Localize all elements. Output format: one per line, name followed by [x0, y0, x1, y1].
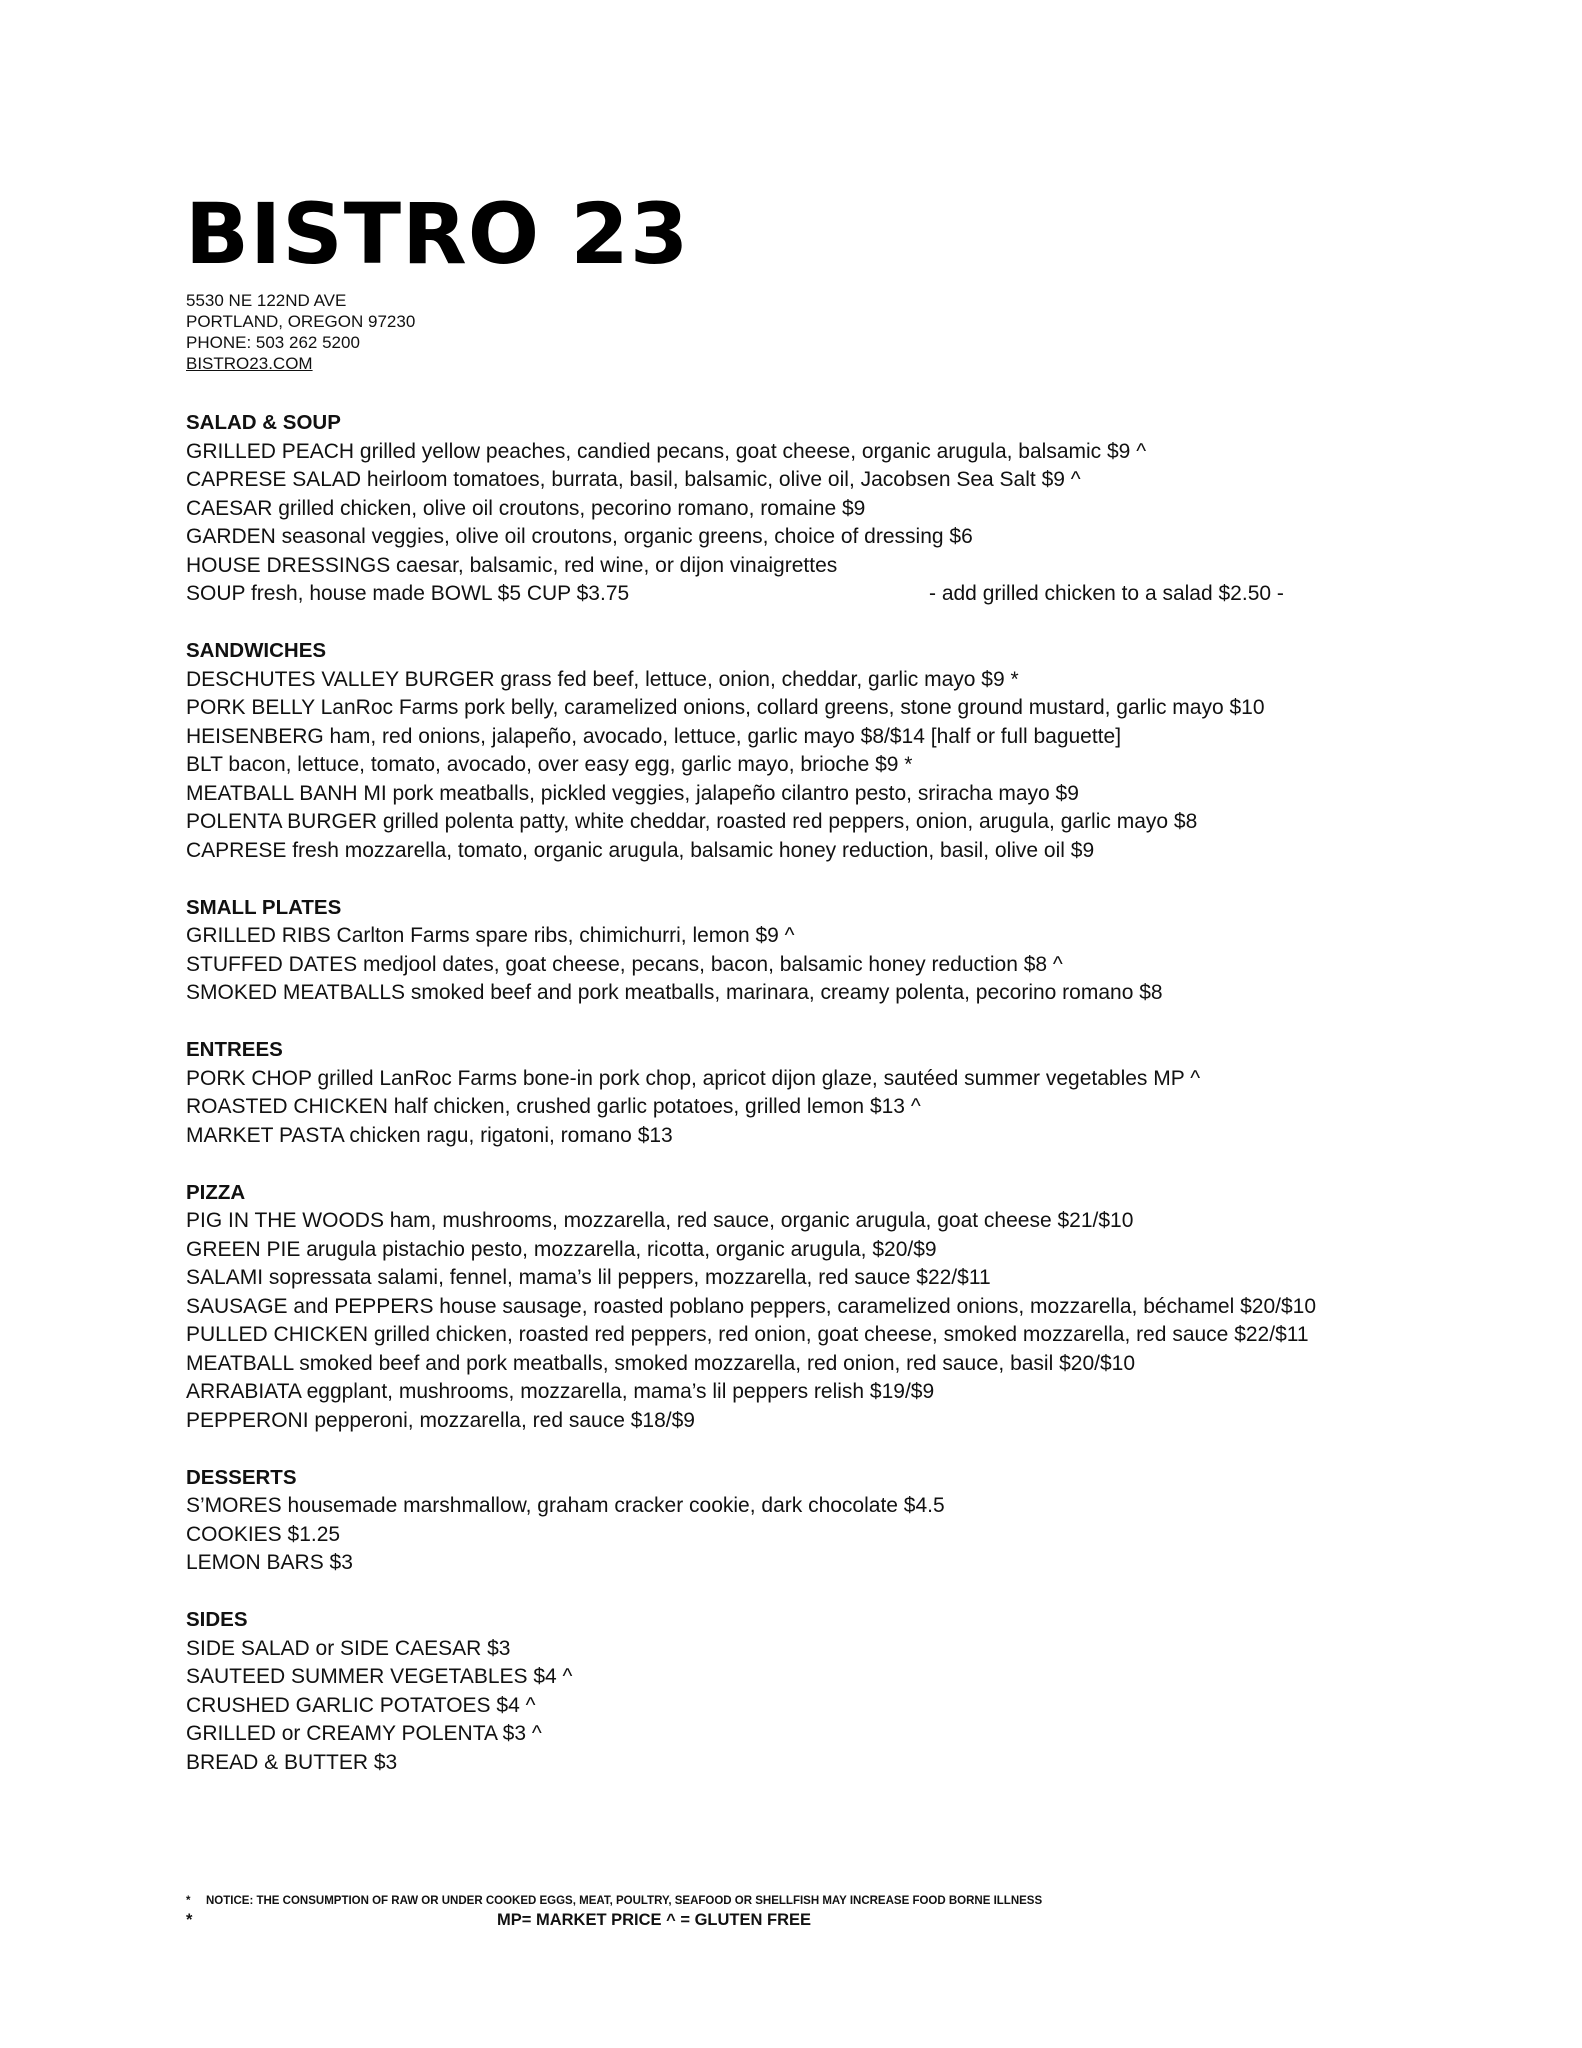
- health-notice: [186, 1894, 1042, 1909]
- section-title: ENTREES: [186, 1038, 283, 1061]
- menu-item: STUFFED DATES medjool dates, goat cheese, pecans, bacon, balsamic honey reduction $8 ^: [186, 952, 1063, 976]
- legend-line: [186, 1910, 811, 1930]
- section-sandwiches: [186, 637, 1446, 865]
- section-title: SALAD & SOUP: [186, 411, 341, 434]
- menu-item: POLENTA BURGER grilled polenta patty, white cheddar, roasted red peppers, onion, arugula, garlic mayo $8: [186, 810, 1198, 833]
- menu-item: PORK CHOP grilled LanRoc Farms bone-in pork chop, apricot dijon glaze, sautéed summer vegetables MP ^: [186, 1066, 1201, 1090]
- address-city: PORTLAND, OREGON 97230: [186, 312, 416, 331]
- menu-item: SIDE SALAD or SIDE CAESAR $3: [186, 1636, 511, 1660]
- section-sides: [186, 1606, 1446, 1777]
- section-small-plates: [186, 894, 1446, 1008]
- menu-item: SMOKED MEATBALLS smoked beef and pork meatballs, marinara, creamy polenta, pecorino romano $8: [186, 981, 1163, 1004]
- menu-item: SOUP fresh, house made BOWL $5 CUP $3.75: [186, 582, 630, 605]
- section-title: SANDWICHES: [186, 639, 327, 662]
- section-title: DESSERTS: [186, 1465, 297, 1489]
- notice-text: NOTICE: THE CONSUMPTION OF RAW OR UNDER COOKED EGGS, MEAT, POULTRY, SEAFOOD OR SHELLFISH MAY INCREASE FOOD BORNE ILLNESS: [206, 1895, 1043, 1907]
- address-block: [186, 290, 415, 374]
- menu-item: GREEN PIE arugula pistachio pesto, mozzarella, ricotta, organic arugula, $20/$9: [186, 1237, 937, 1261]
- menu-item: CAPRESE SALAD heirloom tomatoes, burrata, basil, balsamic, olive oil, Jacobsen Sea Salt $9 ^: [186, 468, 1081, 491]
- section-salad-soup: [186, 409, 1446, 609]
- menu-item: GRILLED or CREAMY POLENTA $3 ^: [186, 1722, 542, 1745]
- menu-item: HEISENBERG ham, red onions, jalapeño, avocado, lettuce, garlic mayo $8/$14 [half or full baguette]: [186, 724, 1122, 748]
- menu-item-row: [186, 580, 1446, 609]
- menu-item: LEMON BARS $3: [186, 1551, 353, 1574]
- menu-item: MARKET PASTA chicken ragu, rigatoni, romano $13: [186, 1123, 673, 1147]
- menu-item: CAPRESE fresh mozzarella, tomato, organic arugula, balsamic honey reduction, basil, olive oil $9: [186, 838, 1095, 862]
- salad-addon-note: - add grilled chicken to a salad $2.50 -: [929, 582, 1284, 605]
- menu-item: DESCHUTES VALLEY BURGER grass fed beef, lettuce, onion, cheddar, garlic mayo $9 *: [186, 667, 1019, 691]
- menu-item: GRILLED RIBS Carlton Farms spare ribs, chimichurri, lemon $9 ^: [186, 924, 795, 947]
- section-title: PIZZA: [186, 1180, 246, 1204]
- restaurant-name: BISTRO 23: [185, 185, 690, 283]
- menu-item: GRILLED PEACH grilled yellow peaches, candied pecans, goat cheese, organic arugula, balsamic $9 ^: [186, 439, 1147, 463]
- menu-item: BLT bacon, lettuce, tomato, avocado, over easy egg, garlic mayo, brioche $9 *: [186, 753, 913, 776]
- menu-item: BREAD & BUTTER $3: [186, 1750, 398, 1774]
- menu-sections: [186, 409, 1446, 1806]
- section-title: SIDES: [186, 1608, 248, 1631]
- menu-item: S’MORES housemade marshmallow, graham cracker cookie, dark chocolate $4.5: [186, 1494, 945, 1517]
- menu-item: ARRABIATA eggplant, mushrooms, mozzarella, mama’s lil peppers relish $19/$9: [186, 1380, 935, 1403]
- menu-item: SAUSAGE and PEPPERS house sausage, roasted poblano peppers, caramelized onions, mozzarella, béchamel $20/$10: [186, 1294, 1317, 1318]
- menu-item: PIG IN THE WOODS ham, mushrooms, mozzarella, red sauce, organic arugula, goat cheese $21/$10: [186, 1209, 1134, 1232]
- menu-item: PEPPERONI pepperoni, mozzarella, red sauce $18/$9: [186, 1408, 695, 1432]
- menu-item: SAUTEED SUMMER VEGETABLES $4 ^: [186, 1665, 573, 1688]
- menu-item: CRUSHED GARLIC POTATOES $4 ^: [186, 1693, 536, 1717]
- menu-item: COOKIES $1.25: [186, 1522, 341, 1546]
- section-entrees: [186, 1036, 1446, 1150]
- menu-item: CAESAR grilled chicken, olive oil croutons, pecorino romano, romaine $9: [186, 496, 866, 520]
- legend-asterisk: *: [186, 1911, 193, 1929]
- notice-asterisk: *: [186, 1895, 191, 1907]
- menu-item: PULLED CHICKEN grilled chicken, roasted red peppers, red onion, goat cheese, smoked mozzarella, red sauce $22/$11: [186, 1323, 1309, 1346]
- price-legend: MP= MARKET PRICE ^ = GLUTEN FREE: [497, 1911, 811, 1929]
- section-pizza: [186, 1179, 1446, 1436]
- section-desserts: [186, 1464, 1446, 1578]
- menu-item: MEATBALL smoked beef and pork meatballs, smoked mozzarella, red onion, red sauce, basil $20/$10: [186, 1351, 1136, 1375]
- menu-item: SALAMI sopressata salami, fennel, mama’s lil peppers, mozzarella, red sauce $22/$11: [186, 1266, 991, 1289]
- phone-number: PHONE: 503 262 5200: [186, 333, 360, 352]
- menu-item: GARDEN seasonal veggies, olive oil croutons, organic greens, choice of dressing $6: [186, 525, 973, 548]
- website-link[interactable]: BISTRO23.COM: [186, 354, 313, 373]
- menu-item: MEATBALL BANH MI pork meatballs, pickled veggies, jalapeño cilantro pesto, sriracha mayo $9: [186, 781, 1079, 805]
- menu-item: ROASTED CHICKEN half chicken, crushed garlic potatoes, grilled lemon $13 ^: [186, 1095, 921, 1118]
- address-street: 5530 NE 122ND AVE: [186, 291, 347, 310]
- section-title: SMALL PLATES: [186, 895, 342, 919]
- menu-item: HOUSE DRESSINGS caesar, balsamic, red wine, or dijon vinaigrettes: [186, 553, 838, 577]
- menu-item: PORK BELLY LanRoc Farms pork belly, caramelized onions, collard greens, stone ground mustard, garlic mayo $10: [186, 696, 1265, 719]
